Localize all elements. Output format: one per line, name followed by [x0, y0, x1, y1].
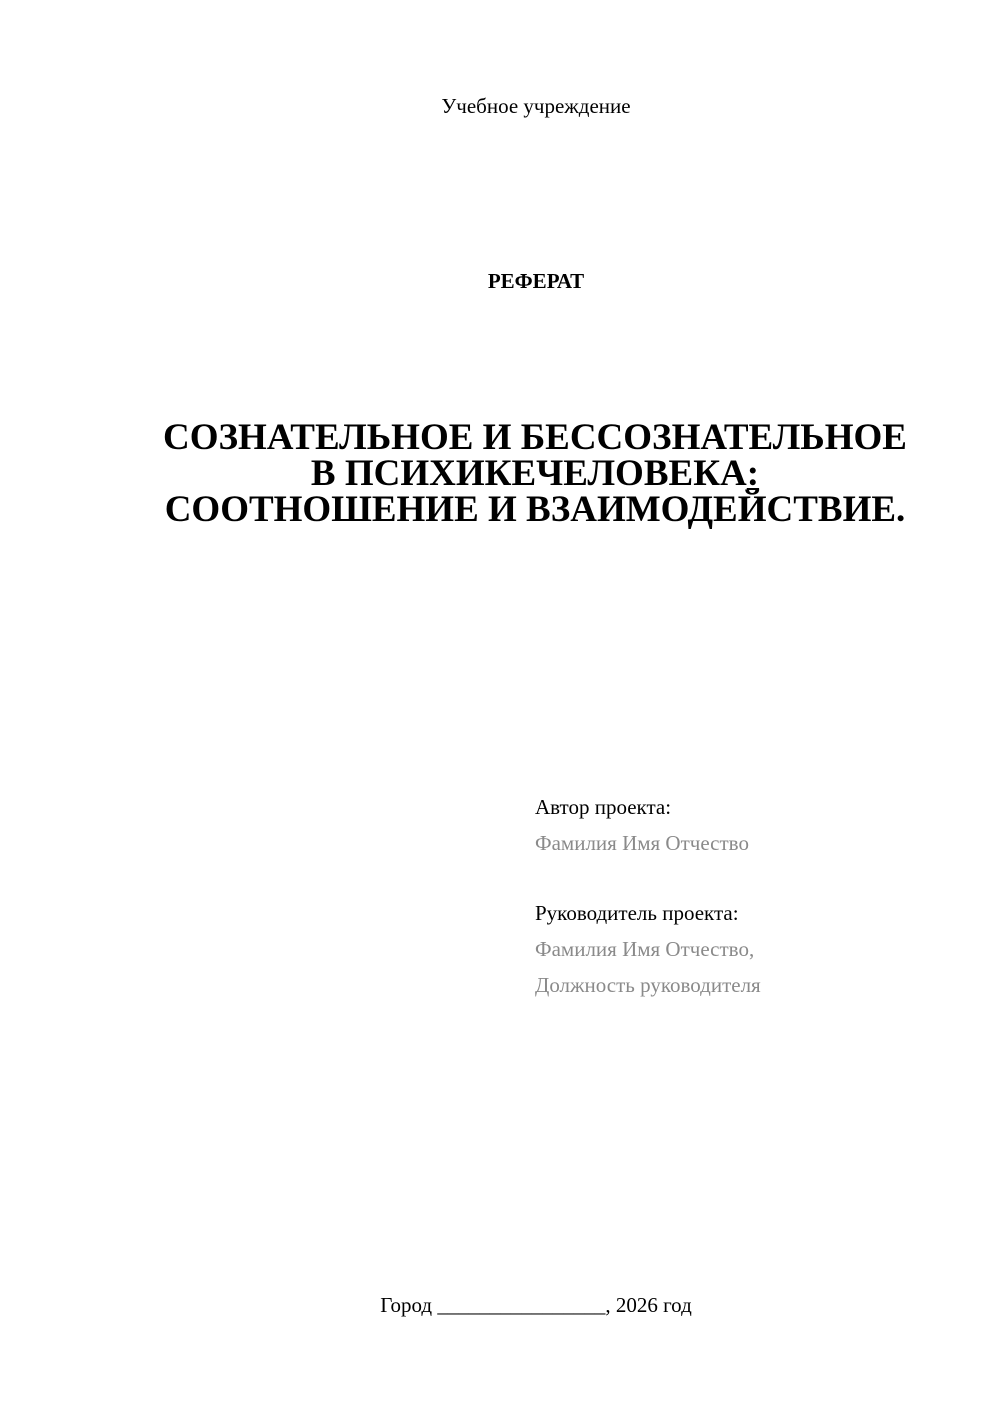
supervisor-position: Должность руководителя — [535, 973, 761, 997]
credits-spacer — [535, 861, 955, 895]
document-type: РЕФЕРАТ — [487, 269, 585, 293]
title-line-2-colon: : — [746, 453, 760, 494]
city-blank-line: ________________ — [437, 1293, 606, 1317]
supervisor-label: Руководитель проекта: — [535, 901, 739, 925]
supervisor-name: Фамилия Имя Отчество, — [535, 937, 755, 961]
city-label: Город — [380, 1293, 433, 1317]
credits-block — [535, 789, 955, 1003]
author-name: Фамилия Имя Отчество — [535, 831, 749, 855]
year-text: , 2026 год — [605, 1293, 692, 1317]
institution-name: Учебное учреждение — [441, 94, 631, 118]
document-title — [100, 417, 970, 530]
title-line-1: СОЗНАТЕЛЬНОЕ И БЕССОЗНАТЕЛЬНОЕ — [163, 417, 907, 458]
author-label: Автор проекта: — [535, 795, 672, 819]
title-line-2 — [100, 453, 970, 494]
footer-city-year — [0, 1291, 1000, 1319]
title-line-2-text: В ПСИХИКЕЧЕЛОВЕКА — [310, 453, 747, 494]
title-line-3: СООТНОШЕНИЕ И ВЗАИМОДЕЙСТВИЕ. — [164, 489, 906, 530]
